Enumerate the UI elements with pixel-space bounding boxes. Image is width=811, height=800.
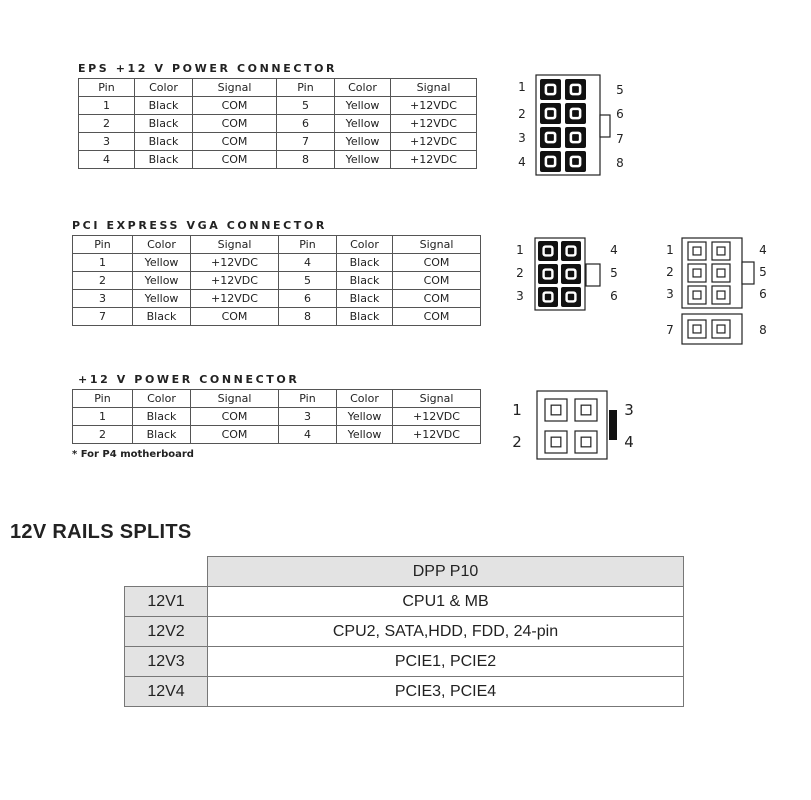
table-cell: Black xyxy=(337,272,393,290)
table-cell: Yellow xyxy=(335,115,391,133)
table-cell: 8 xyxy=(277,151,335,169)
table-cell: Yellow xyxy=(133,290,191,308)
table-row xyxy=(73,290,481,308)
pin-number-label: 4 xyxy=(759,243,767,257)
table-cell: COM xyxy=(193,151,277,169)
pin-number-label: 7 xyxy=(666,323,674,337)
p4-pin-table xyxy=(72,389,481,444)
eps-header-cell: Color xyxy=(135,79,193,97)
connector-latch xyxy=(586,264,600,286)
table-row xyxy=(73,308,481,326)
table-cell: COM xyxy=(191,308,279,326)
pin-socket-core xyxy=(572,134,579,141)
rail-name-cell: 12V2 xyxy=(125,617,208,647)
table-cell: Yellow xyxy=(335,97,391,115)
pcie-header-cell: Signal xyxy=(393,236,481,254)
pin-number-label: 4 xyxy=(610,243,618,257)
connector-latch xyxy=(742,262,754,284)
rails-split-table xyxy=(124,556,684,707)
table-row xyxy=(73,272,481,290)
pin-socket-inner xyxy=(717,269,725,277)
table-cell: +12VDC xyxy=(191,290,279,308)
table-cell: 1 xyxy=(79,97,135,115)
pin-number-label: 1 xyxy=(518,80,526,94)
pin-socket-core xyxy=(572,86,579,93)
table-cell: Black xyxy=(133,408,191,426)
rails-row xyxy=(125,647,684,677)
table-cell: Black xyxy=(135,97,193,115)
table-row xyxy=(73,254,481,272)
rail-name-cell: 12V3 xyxy=(125,647,208,677)
pin-number-label: 2 xyxy=(666,265,674,279)
pin-socket-inner xyxy=(551,405,561,415)
table-cell: COM xyxy=(393,308,481,326)
pin-number-label: 2 xyxy=(516,266,524,280)
pin-socket-inner xyxy=(693,269,701,277)
pin-number-label: 1 xyxy=(666,243,674,257)
table-cell: +12VDC xyxy=(393,408,481,426)
table-cell: Yellow xyxy=(337,408,393,426)
pin-socket-core xyxy=(568,294,574,300)
rail-name-cell: 12V1 xyxy=(125,587,208,617)
pcie-header-cell: Pin xyxy=(73,236,133,254)
table-cell: 4 xyxy=(279,254,337,272)
table-cell: 3 xyxy=(73,290,133,308)
pcie-header-cell: Color xyxy=(337,236,393,254)
table-cell: COM xyxy=(191,426,279,444)
pcie-header-cell: Signal xyxy=(191,236,279,254)
pin-socket-core xyxy=(547,158,554,165)
eps-pin-table xyxy=(78,78,477,169)
rail-name-cell: 12V4 xyxy=(125,677,208,707)
table-cell: +12VDC xyxy=(391,133,477,151)
pin-socket-core xyxy=(568,271,574,277)
rails-corner-cell xyxy=(125,557,208,587)
p4-header-cell: Signal xyxy=(191,390,279,408)
table-row xyxy=(79,115,477,133)
connector-latch xyxy=(600,115,610,137)
p4-header-cell: Pin xyxy=(279,390,337,408)
table-row xyxy=(79,133,477,151)
p4-section-title: +12 V POWER CONNECTOR xyxy=(78,373,300,386)
pin-number-label: 6 xyxy=(616,107,624,121)
pin-socket-inner xyxy=(581,437,591,447)
pin-number-label: 3 xyxy=(624,401,634,419)
table-cell: 5 xyxy=(279,272,337,290)
table-cell: 4 xyxy=(279,426,337,444)
table-cell: Black xyxy=(135,115,193,133)
table-cell: 7 xyxy=(277,133,335,151)
table-row xyxy=(79,151,477,169)
pin-socket-core xyxy=(572,110,579,117)
pin-number-label: 3 xyxy=(666,287,674,301)
table-cell: Black xyxy=(135,151,193,169)
table-cell: Black xyxy=(337,254,393,272)
table-cell: +12VDC xyxy=(191,272,279,290)
pcie-table-header-row xyxy=(73,236,481,254)
rail-assignment-cell: CPU1 & MB xyxy=(208,587,684,617)
pin-number-label: 8 xyxy=(759,323,767,337)
table-cell: 7 xyxy=(73,308,133,326)
rail-assignment-cell: CPU2, SATA,HDD, FDD, 24-pin xyxy=(208,617,684,647)
table-cell: COM xyxy=(191,408,279,426)
pcie-header-cell: Color xyxy=(133,236,191,254)
table-cell: 3 xyxy=(279,408,337,426)
pcie-6pin-connector-diagram xyxy=(510,235,630,315)
table-cell: 5 xyxy=(277,97,335,115)
eps-table-header-row xyxy=(79,79,477,97)
pin-socket-inner xyxy=(717,325,725,333)
rails-row xyxy=(125,587,684,617)
table-cell: +12VDC xyxy=(391,151,477,169)
pin-socket-core xyxy=(572,158,579,165)
rails-column-header: DPP P10 xyxy=(208,557,684,587)
table-cell: 1 xyxy=(73,408,133,426)
pin-socket-core xyxy=(545,271,551,277)
pin-number-label: 5 xyxy=(610,266,618,280)
p4-footnote: * For P4 motherboard xyxy=(72,449,194,460)
pin-number-label: 4 xyxy=(624,433,634,451)
rails-section-title: 12V RAILS SPLITS xyxy=(10,521,192,543)
pin-socket-inner xyxy=(581,405,591,415)
table-cell: COM xyxy=(193,133,277,151)
eps-8pin-connector-diagram xyxy=(510,72,630,182)
table-row xyxy=(73,408,481,426)
connector-latch xyxy=(609,410,617,440)
rail-assignment-cell: PCIE1, PCIE2 xyxy=(208,647,684,677)
table-cell: Black xyxy=(337,290,393,308)
table-cell: 3 xyxy=(79,133,135,151)
pin-socket-core xyxy=(568,248,574,254)
table-row xyxy=(73,426,481,444)
pin-socket-core xyxy=(547,110,554,117)
p4-header-cell: Color xyxy=(133,390,191,408)
pin-socket-core xyxy=(547,134,554,141)
p4-4pin-connector-diagram xyxy=(505,388,635,468)
table-cell: Yellow xyxy=(335,151,391,169)
pin-socket-inner xyxy=(693,291,701,299)
pin-number-label: 3 xyxy=(516,289,524,303)
pin-socket-core xyxy=(545,294,551,300)
table-cell: +12VDC xyxy=(393,426,481,444)
rails-row xyxy=(125,677,684,707)
pin-number-label: 3 xyxy=(518,131,526,145)
pin-number-label: 4 xyxy=(518,155,526,169)
rail-assignment-cell: PCIE3, PCIE4 xyxy=(208,677,684,707)
table-cell: +12VDC xyxy=(391,97,477,115)
pin-number-label: 8 xyxy=(616,156,624,170)
table-cell: COM xyxy=(393,272,481,290)
pin-socket-core xyxy=(547,86,554,93)
eps-header-cell: Color xyxy=(335,79,391,97)
table-cell: 2 xyxy=(73,272,133,290)
table-cell: Black xyxy=(133,308,191,326)
pcie-8pin-connector-diagram xyxy=(660,235,780,350)
pin-socket-inner xyxy=(693,247,701,255)
table-cell: 6 xyxy=(277,115,335,133)
eps-section-title: EPS +12 V POWER CONNECTOR xyxy=(78,62,338,75)
table-cell: 6 xyxy=(279,290,337,308)
table-cell: Black xyxy=(337,308,393,326)
table-cell: 1 xyxy=(73,254,133,272)
rails-table-body xyxy=(125,557,684,707)
pin-number-label: 2 xyxy=(512,433,522,451)
table-cell: 8 xyxy=(279,308,337,326)
pin-number-label: 2 xyxy=(518,107,526,121)
pin-number-label: 5 xyxy=(616,83,624,97)
p4-header-cell: Pin xyxy=(73,390,133,408)
eps-header-cell: Pin xyxy=(79,79,135,97)
table-row xyxy=(79,97,477,115)
table-cell: Yellow xyxy=(335,133,391,151)
p4-header-cell: Signal xyxy=(393,390,481,408)
table-cell: Black xyxy=(135,133,193,151)
table-cell: +12VDC xyxy=(191,254,279,272)
pcie-header-cell: Pin xyxy=(279,236,337,254)
pin-socket-inner xyxy=(551,437,561,447)
pin-number-label: 6 xyxy=(759,287,767,301)
pin-number-label: 5 xyxy=(759,265,767,279)
table-cell: Yellow xyxy=(133,254,191,272)
table-cell: 2 xyxy=(73,426,133,444)
pin-number-label: 1 xyxy=(512,401,522,419)
rails-header-row xyxy=(125,557,684,587)
pcie-pin-table xyxy=(72,235,481,326)
table-cell: Black xyxy=(133,426,191,444)
rails-row xyxy=(125,617,684,647)
eps-header-cell: Signal xyxy=(391,79,477,97)
table-cell: COM xyxy=(193,97,277,115)
pin-number-label: 6 xyxy=(610,289,618,303)
pin-socket-inner xyxy=(717,247,725,255)
table-cell: COM xyxy=(393,290,481,308)
table-cell: COM xyxy=(393,254,481,272)
pin-socket-core xyxy=(545,248,551,254)
pin-number-label: 7 xyxy=(616,132,624,146)
eps-header-cell: Signal xyxy=(193,79,277,97)
table-cell: 4 xyxy=(79,151,135,169)
pin-socket-inner xyxy=(717,291,725,299)
table-cell: Yellow xyxy=(337,426,393,444)
p4-table-header-row xyxy=(73,390,481,408)
table-cell: Yellow xyxy=(133,272,191,290)
pcie-section-title: PCI EXPRESS VGA CONNECTOR xyxy=(72,219,327,232)
pin-socket-inner xyxy=(693,325,701,333)
p4-header-cell: Color xyxy=(337,390,393,408)
table-cell: 2 xyxy=(79,115,135,133)
eps-header-cell: Pin xyxy=(277,79,335,97)
table-cell: +12VDC xyxy=(391,115,477,133)
pin-number-label: 1 xyxy=(516,243,524,257)
table-cell: COM xyxy=(193,115,277,133)
